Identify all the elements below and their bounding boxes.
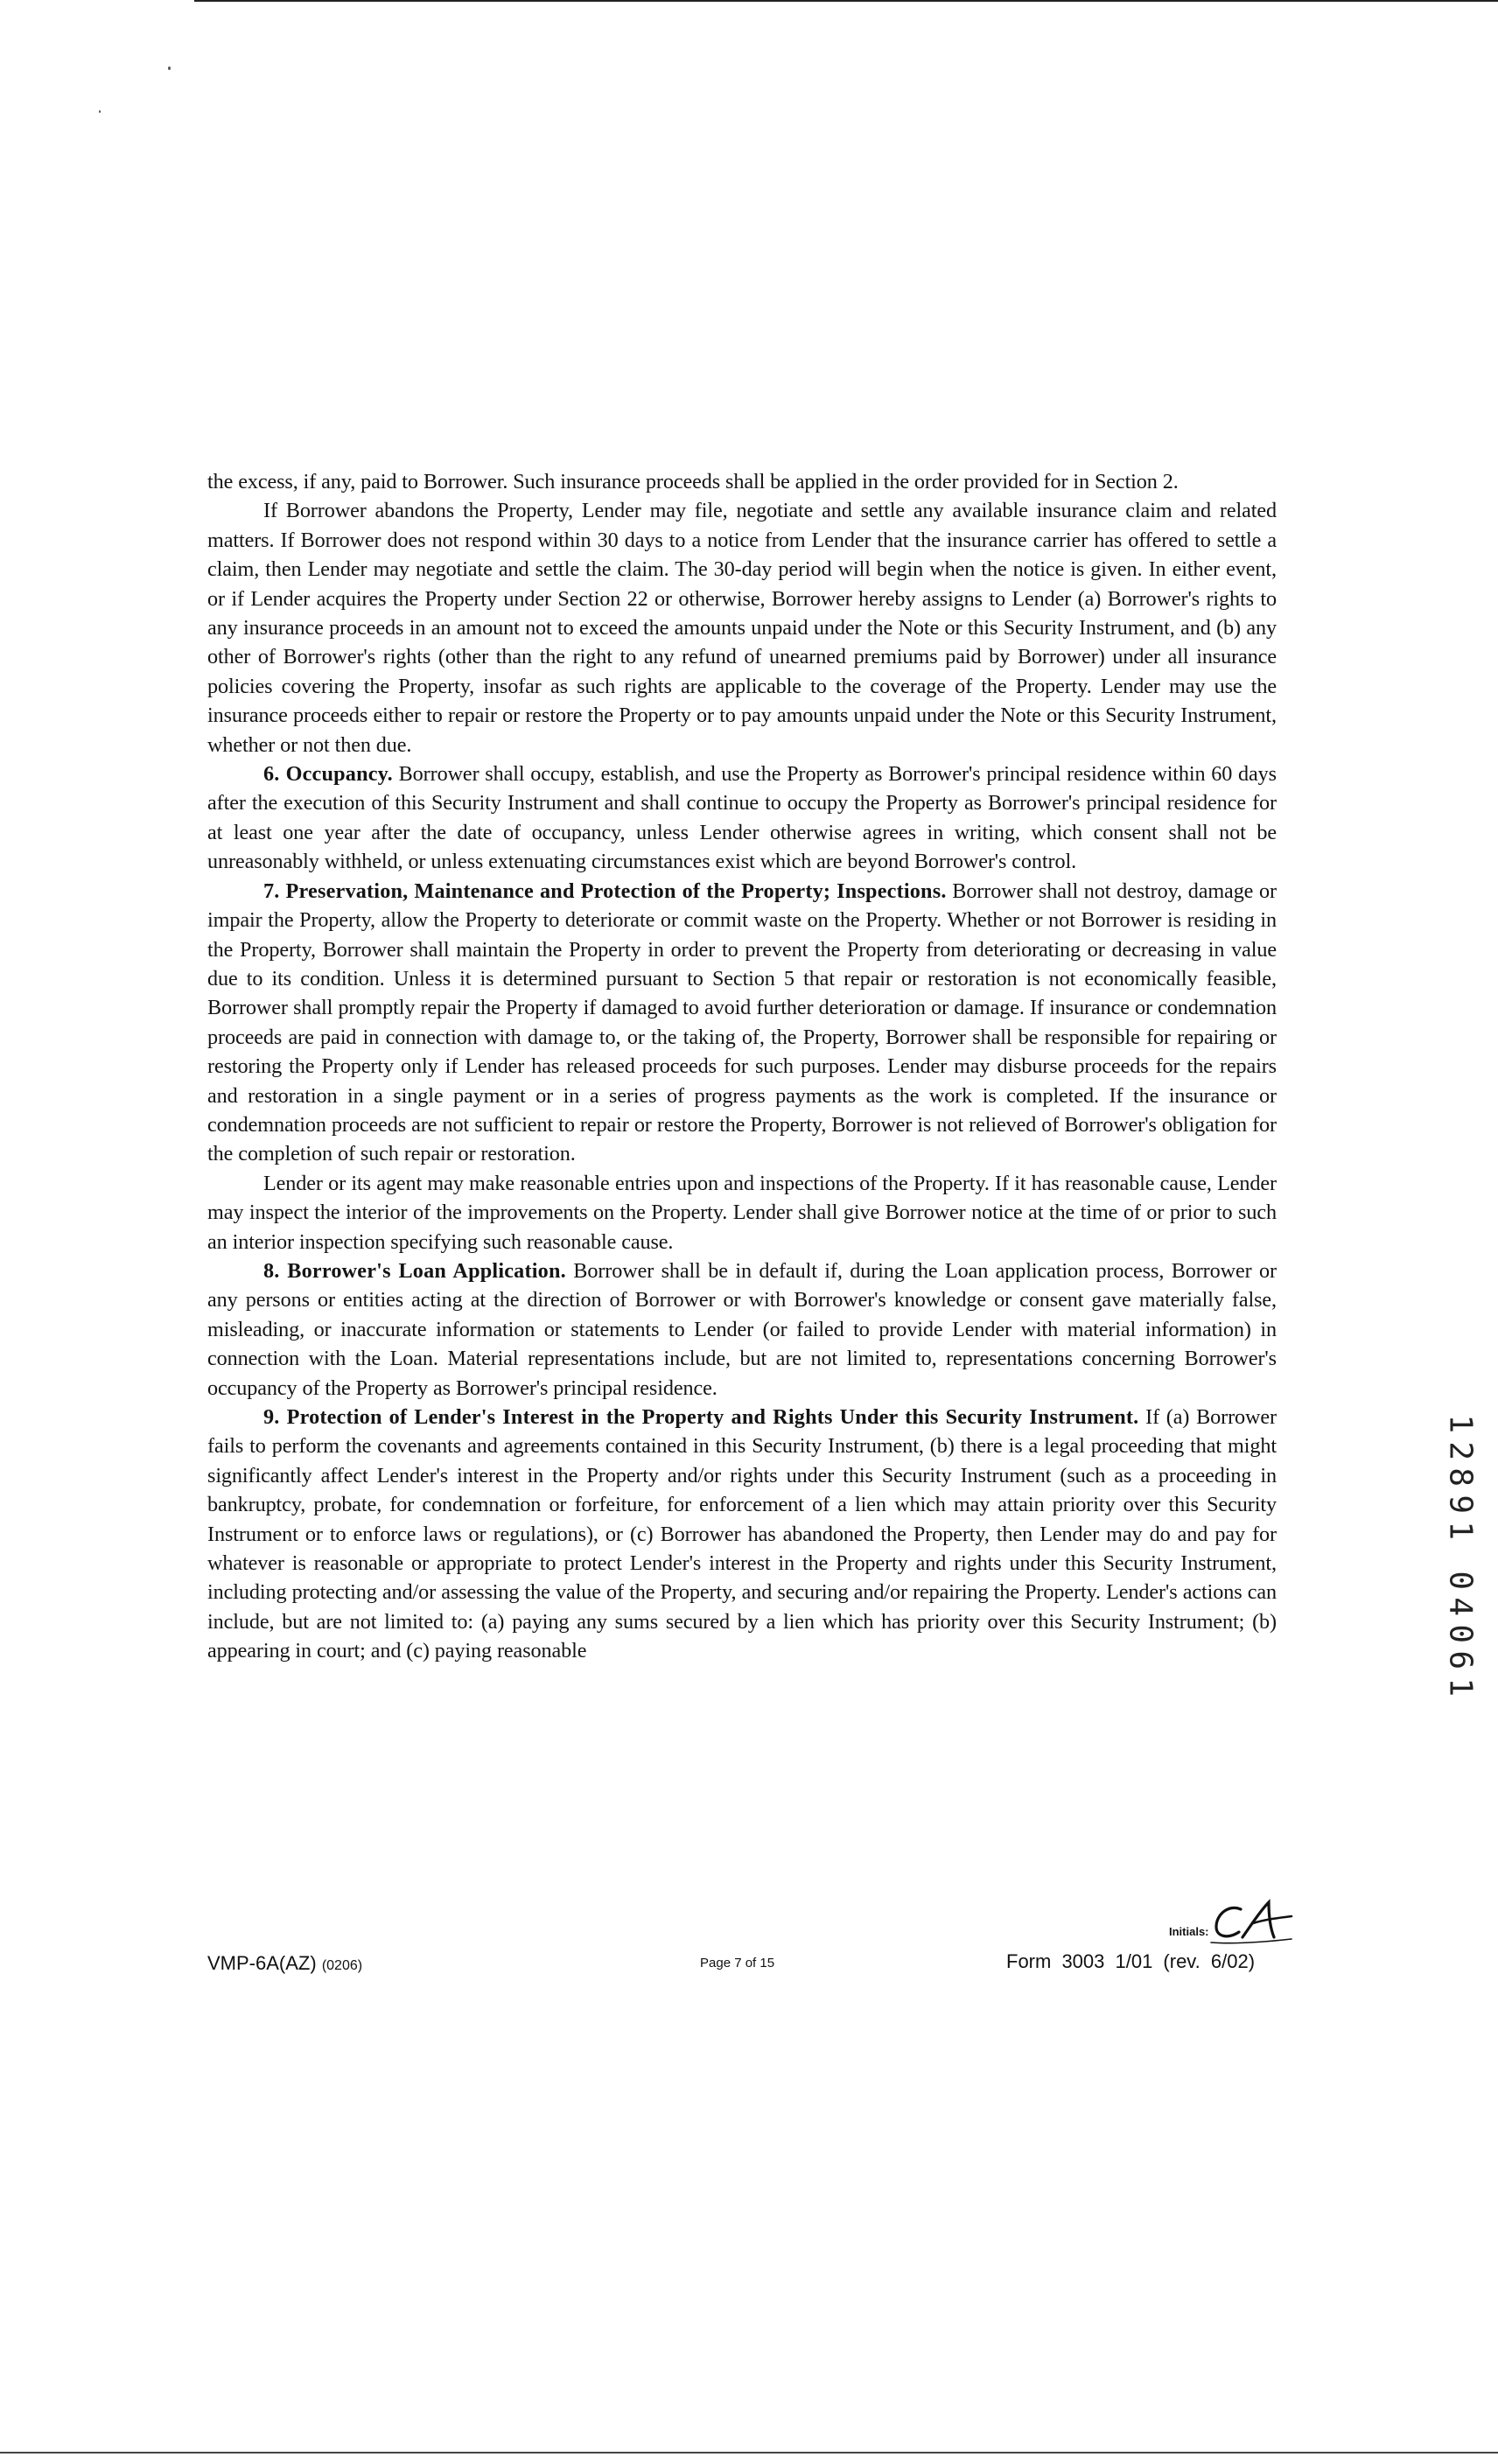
section-9-heading: 9. Protection of Lender's Interest in the Property and Rights Under this Security Instrument.	[263, 1405, 1139, 1429]
section-7-heading: 7. Preservation, Maintenance and Protection of the Property; Inspections.	[263, 878, 947, 903]
recording-digit: 6	[1442, 1650, 1479, 1670]
footer-form-number: Form 3003 1/01 (rev. 6/02)	[1006, 1950, 1256, 1972]
document-body	[207, 467, 1277, 1666]
recording-digit: 0	[1442, 1570, 1479, 1590]
recording-digit: 0	[1442, 1623, 1479, 1643]
section-8-text: Borrower shall be in default if, during the Loan application process, Borrower or any persons or entities acting at the direction of Borrower or with Borrower's knowledge or consent gave materially false, misleading, or inaccurate information or statements to Lender (or failed to provide Lender with material information) in connection with the Loan. Material representations include, but are not limited to, representations concerning Borrower's occupancy of the Property as Borrower's principal residence.	[207, 1258, 1277, 1400]
initials-label: Initials:	[1169, 1925, 1209, 1938]
recording-digit: 1	[1442, 1676, 1479, 1697]
section-7-inspections: Lender or its agent may make reasonable entries upon and inspections of the Property. If it has reasonable cause, Lender may inspect the interior of the improvements on the Property. Lender shall give Borrower notice at the time of or prior to such an interior inspection specifying such reasonable cause.	[207, 1171, 1277, 1254]
section-6-heading: 6. Occupancy.	[263, 762, 393, 787]
recording-digit: 2	[1442, 1440, 1479, 1460]
section-6-occupancy	[207, 760, 1277, 877]
footer-form-id	[207, 1952, 362, 1975]
section-7-text: Borrower shall not destroy, damage or impair the Property, allow the Property to deteriorate or commit waste on the Property. Whether or not Borrower is residing in the Property, Borrower shall maintain the Property in order to prevent the Property from deteriorating or decreasing in value due to its condition. Unless it is determined pursuant to Section 5 that repair or restoration is not economically feasible, Borrower shall promptly repair the Property if damaged to avoid further deterioration or damage. If insurance or condemnation proceeds are paid in connection with damage to, or the taking of, the Property, Borrower shall be responsible for repairing or restoring the Property only if Lender has released proceeds for such purposes. Lender may disburse proceeds for the repairs and restoration in a single payment or in a series of progress payments as the work is completed. If the insurance or condemnation proceeds are not sufficient to repair or restore the Property, Borrower is not relieved of Borrower's obligation for the completion of such repair or restoration.	[207, 878, 1277, 1166]
top-border-line	[194, 0, 1498, 2]
initials-block	[1169, 1899, 1309, 1948]
recording-digit: 9	[1442, 1494, 1479, 1514]
recording-number-vertical	[1442, 1410, 1477, 1700]
recording-digit: 1	[1442, 1521, 1479, 1541]
paragraph-abandonment: If Borrower abandons the Property, Lender may file, negotiate and settle any available insurance claim and related matters. If Borrower does not respond within 30 days to a notice from Lender that the insurance carrier has offered to settle a claim, then Lender may negotiate and settle the claim. The 30-day period will begin when the notice is given. In either event, or if Lender acquires the Property under Section 22 or otherwise, Borrower hereby assigns to Lender (a) Borrower's rights to any insurance proceeds in an amount not to exceed the amounts unpaid under the Note or this Security Instrument, and (b) any other of Borrower's rights (other than the right to any refund of unearned premiums paid by Borrower) under all insurance policies covering the Property, insofar as such rights are applicable to the coverage of the Property. Lender may use the insurance proceeds either to repair or restore the Property or to pay amounts unpaid under the Note or this Security Instrument, whether or not then due.	[207, 499, 1277, 757]
paragraph-insurance-excess: the excess, if any, paid to Borrower. Such insurance proceeds shall be applied in the order provided for in Section 2.	[207, 470, 1179, 494]
form-id-text: VMP-6A(AZ)	[207, 1952, 317, 1974]
bottom-border-line	[0, 2452, 1498, 2454]
section-9-text: If (a) Borrower fails to perform the covenants and agreements contained in this Security Instrument, (b) there is a legal proceeding that might significantly affect Lender's interest in the Property and/or rights under this Security Instrument (such as a proceeding in bankruptcy, probate, for condemnation or forfeiture, for enforcement of a lien which may attain priority over this Security Instrument or to enforce laws or regulations), or (c) Borrower has abandoned the Property, then Lender may do and pay for whatever is reasonable or appropriate to protect Lender's interest in the Property and rights under this Security Instrument, including protecting and/or assessing the value of the Property, and securing and/or repairing the Property. Lender's actions can include, but are not limited to: (a) paying any sums secured by a lien which has priority over this Security Instrument; (b) appearing in court; and (c) paying reasonable	[207, 1405, 1277, 1663]
scan-speck	[168, 66, 171, 70]
footer-page-number: Page 7 of 15	[700, 1956, 775, 1970]
section-7-preservation	[207, 877, 1277, 1169]
initials-signature	[1208, 1899, 1304, 1948]
section-6-text: Borrower shall occupy, establish, and use the Property as Borrower's principal residence within 60 days after the execution of this Security Instrument and shall continue to occupy the Property as Borrower's principal residence for at least one year after the date of occupancy, unless Lender otherwise agrees in writing, which consent shall not be unreasonably withheld, or unless extenuating circumstances exist which are beyond Borrower's control.	[207, 762, 1277, 874]
recording-digit: 1	[1442, 1414, 1479, 1434]
section-8-heading: 8. Borrower's Loan Application.	[263, 1258, 566, 1283]
scan-speck	[99, 110, 101, 113]
form-code-text: (0206)	[321, 1958, 363, 1973]
section-9-protection	[207, 1403, 1277, 1666]
recording-digit: 4	[1442, 1597, 1479, 1617]
section-8-loan-application	[207, 1256, 1277, 1403]
recording-digit: 8	[1442, 1467, 1479, 1488]
